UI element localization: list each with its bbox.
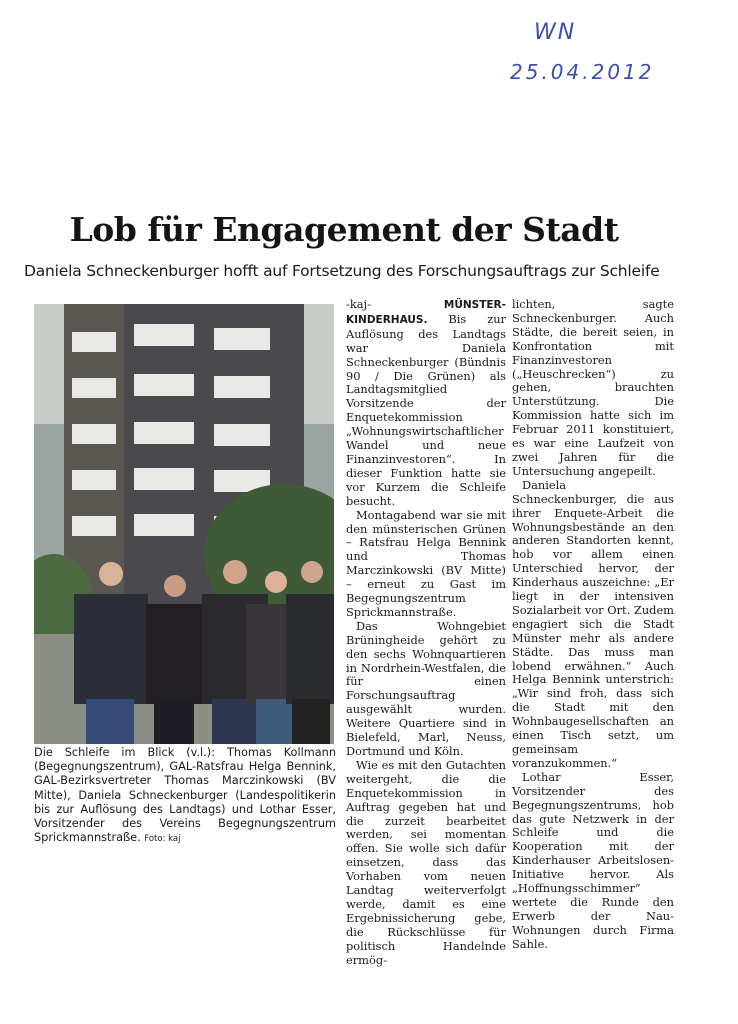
article-paragraph: Wie es mit den Gutachten weitergeht, die die Enquetekommission in Auftrag gegeben hat und die zurzeit bearbeitet werden, sei momentan offen. Sie wolle sich dafür einsetzen, dass das Vorhaben vom neuen Landtag weiterverfolgt werde, damit es eine Ergebnissicherung gebe, die Rückschlüsse für politisch Handelnde ermög- <box>346 757 506 967</box>
article-column-3 <box>512 298 674 952</box>
article-paragraph: Das Wohngebiet Brüningheide gehört zu den sechs Wohnquartieren in Nordrhein-Westfalen, die für einen Forschungsauftrag ausgewählt wurden. Weitere Quartiere sind in Bielefeld, Marl, Neuss, Dortmund und Köln. <box>346 618 506 758</box>
dateline: MÜNSTER-KINDERHAUS. <box>346 299 506 326</box>
article-photo <box>34 304 334 744</box>
article-headline: Lob für Engagement der Stadt <box>69 210 619 249</box>
article-paragraph: Daniela Schneckenburger, die aus ihrer Enquete-Arbeit die Wohnungsbestände an den anderen Standorten kennt, hob vor allem einen Unterschied hervor, der Kinderhaus auszeichne: „Er liegt in der intensiven Sozialarbeit vor Ort. Zudem engagiert sich die Stadt Münster mehr als andere Städte. Das muss man lobend erwähnen.“ Auch Helga Bennink unterstrich: „Wir sind froh, dass sich die Stadt mit den Wohnbaugesellschaften an einen Tisch setzt, um gemeinsam voranzukommen.“ <box>512 477 674 770</box>
article-paragraph <box>346 298 506 509</box>
paragraph-text: Bis zur Auflösung des Landtags war Daniela Schneckenburger (Bündnis 90 / Die Grünen) als Landtagsmitglied Vorsitzende der Enquetekommission „Wohnungswirtschaftlicher Wandel und neue Finanzinvestoren“. In dieser Funktion hatte sie vor Kurzem die Schleife besucht. <box>346 311 506 508</box>
byline: -kaj- <box>346 297 371 311</box>
handwritten-source-note: WN <box>534 20 577 45</box>
photo-caption-text: Die Schleife im Blick (v.l.): Thomas Kollmann (Begegnungszentrum), GAL-Ratsfrau Helga Bennink, GAL-Bezirksvertreter Thomas Marczinkowski (BV Mitte), Daniela Schneckenburger (Landespolitikerin bis zur Auflösung des Landtags) und Lothar Esser, Vorsitzender des Vereins Begegnungszentrum Sprickmannstraße. <box>34 746 336 845</box>
article-column-2 <box>346 298 506 968</box>
group-photo-illustration <box>34 304 334 744</box>
photo-caption <box>34 746 336 846</box>
photo-credit: Foto: kaj <box>144 834 181 845</box>
article-subheadline: Daniela Schneckenburger hofft auf Fortsetzung des Forschungsauftrags zur Schleife <box>24 262 660 280</box>
article-paragraph: Montagabend war sie mit den münsterischen Grünen – Ratsfrau Helga Bennink und Thomas Marczinkowski (BV Mitte) – erneut zu Gast im Begegnungszentrum Sprickmannstraße. <box>346 507 506 619</box>
handwritten-date-note: 25.04.2012 <box>510 60 655 84</box>
article-paragraph: lichten, sagte Schneckenburger. Auch Städte, die bereit seien, in Konfrontation mit Finanzinvestoren („Heuschrecken“) zu gehen, brauchten Unterstützung. Die Kommission hatte sich im Februar 2011 konstituiert, es war eine Laufzeit von zwei Jahren für die Untersuchung angepeilt. <box>512 297 674 478</box>
article-paragraph: Lothar Esser, Vorsitzender des Begegnungszentrums, hob das gute Netzwerk in der Schleife und die Kooperation mit der Kinderhauser Arbeitslosen-Initiative hervor. Als „Hoffnungsschimmer“ wertete die Runde den Erwerb der Nau-Wohnungen durch Firma Sahle. <box>512 769 674 951</box>
